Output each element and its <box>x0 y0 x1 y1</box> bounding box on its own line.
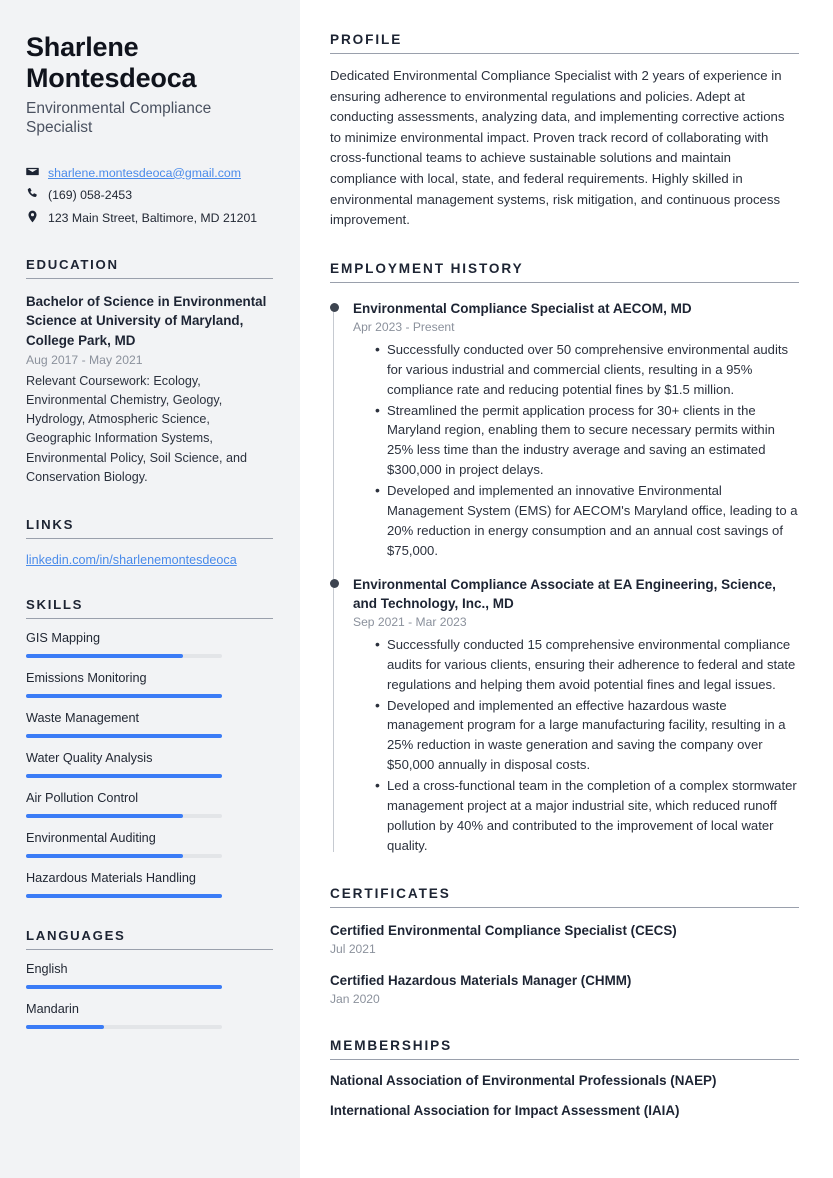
skills-rule <box>26 618 273 619</box>
candidate-name: Sharlene Montesdeoca <box>26 32 197 94</box>
employment-bullet: • Developed and implemented an innovative Environmental Management System (EMS) for AECOM's Maryland office, leading to a 20% reduction in energy consumption and an annual cost savings of $75,000. <box>375 481 799 561</box>
skill-item <box>26 709 274 738</box>
skill-level-track <box>26 654 222 658</box>
employment-bullet: • Successfully conducted 15 comprehensive environmental compliance audits for various clients, ensuring their adherence to federal and state regulations and helping them avoid potential fines and legal issues. <box>375 635 799 695</box>
certificate-date: Jul 2021 <box>330 941 376 956</box>
employment-role: Environmental Compliance Associate at EA Engineering, Science, and Technology, Inc., MD <box>353 576 776 611</box>
contact-address-row <box>26 209 274 227</box>
map-pin-icon <box>26 209 48 223</box>
skill-level-fill <box>26 694 222 698</box>
contact-email-row[interactable] <box>26 164 274 182</box>
skill-label: Air Pollution Control <box>26 791 139 806</box>
contact-phone-row <box>26 186 274 204</box>
skill-level-fill <box>26 774 222 778</box>
membership-title: National Association of Environmental Professionals (NAEP) <box>330 1072 717 1088</box>
memberships-rule <box>330 1059 799 1060</box>
languages-list <box>26 960 274 1029</box>
skill-item <box>26 789 274 818</box>
employment-item <box>353 299 799 561</box>
language-item <box>26 1000 274 1029</box>
address-text: 123 Main Street, Baltimore, MD 21201 <box>48 210 258 225</box>
skill-item <box>26 629 274 658</box>
skill-item <box>26 749 274 778</box>
skill-level-fill <box>26 894 222 898</box>
skill-label: GIS Mapping <box>26 630 101 645</box>
links-heading: LINKS <box>26 516 75 532</box>
language-level-fill <box>26 985 222 989</box>
employment-bullets <box>353 635 799 856</box>
skill-level-fill <box>26 814 183 818</box>
certificate-item <box>330 921 799 958</box>
language-item <box>26 960 274 989</box>
education-heading: EDUCATION <box>26 257 119 273</box>
phone-icon <box>26 186 48 200</box>
skill-label: Emissions Monitoring <box>26 670 147 685</box>
employment-heading: EMPLOYMENT HISTORY <box>330 260 524 276</box>
skill-label: Environmental Auditing <box>26 831 156 846</box>
employment-item <box>353 575 799 856</box>
employment-bullets <box>353 340 799 561</box>
skill-level-track <box>26 894 222 898</box>
contact-email-label <box>48 164 274 182</box>
language-label: English <box>26 962 68 977</box>
phone-number: (169) 058-2453 <box>48 188 133 203</box>
skill-level-track <box>26 774 222 778</box>
skill-label: Hazardous Materials Handling <box>26 871 196 886</box>
employment-dates: Sep 2021 - Mar 2023 <box>353 614 467 629</box>
languages-rule <box>26 949 273 950</box>
skill-label: Waste Management <box>26 710 140 725</box>
sidebar <box>0 0 300 1178</box>
education-degree: Bachelor of Science in Environmental Science at University of Maryland, College Park, MD <box>26 294 267 348</box>
certificate-date: Jan 2020 <box>330 991 380 1006</box>
certificates-heading: CERTIFICATES <box>330 885 451 901</box>
employment-dates: Apr 2023 - Present <box>353 319 455 334</box>
membership-item <box>330 1101 799 1120</box>
skill-item <box>26 869 274 898</box>
skills-list <box>26 629 274 898</box>
membership-item <box>330 1071 799 1090</box>
education-rule <box>26 278 273 279</box>
main-column <box>300 0 833 1178</box>
language-label: Mandarin <box>26 1002 79 1017</box>
contact-block <box>26 164 274 227</box>
candidate-job-title: Environmental Compliance Specialist <box>26 99 212 137</box>
skill-level-track <box>26 854 222 858</box>
memberships-heading: MEMBERSHIPS <box>330 1037 453 1053</box>
employment-bullet: • Successfully conducted over 50 comprehensive environmental audits for various industrial and commercial clients, resulting in a 95% compliance rate and reducing potential fines by $1.5 million. <box>375 340 799 400</box>
links-rule <box>26 538 273 539</box>
skill-label: Water Quality Analysis <box>26 750 153 765</box>
languages-heading: LANGUAGES <box>26 928 126 944</box>
profile-rule <box>330 53 799 54</box>
linkedin-link[interactable]: linkedin.com/in/sharlenemontesdeoca <box>26 552 237 567</box>
education-item <box>26 292 274 487</box>
skill-item <box>26 829 274 858</box>
skill-level-track <box>26 734 222 738</box>
language-level-fill <box>26 1025 104 1029</box>
skill-level-track <box>26 694 222 698</box>
skill-level-fill <box>26 654 183 658</box>
certificate-title: Certified Environmental Compliance Specialist (CECS) <box>330 922 677 938</box>
skill-item <box>26 669 274 698</box>
links-list <box>26 553 274 567</box>
skill-level-fill <box>26 854 183 858</box>
employment-role: Environmental Compliance Specialist at AECOM, MD <box>353 300 692 316</box>
employment-bullet: • Streamlined the permit application process for 30+ clients in the Maryland region, enabling them to secure necessary permits within 25% less time than the industry average and saving an estimated $300,000 in project delays. <box>375 401 799 481</box>
certificate-item <box>330 971 799 1008</box>
employment-rule <box>330 282 799 283</box>
timeline-dot-icon <box>330 303 339 312</box>
employment-timeline <box>330 299 799 856</box>
skills-heading: SKILLS <box>26 596 84 612</box>
email-link[interactable]: sharlene.montesdeoca@gmail.com <box>48 165 241 180</box>
education-dates: Aug 2017 - May 2021 <box>26 352 143 367</box>
education-description: Relevant Coursework: Ecology, Environmental Chemistry, Geology, Hydrology, Atmospheric Science, Geographic Information Systems, Environmental Policy, Soil Science, and Conservation Biology. <box>26 373 247 484</box>
profile-text: Dedicated Environmental Compliance Specialist with 2 years of experience in ensuring adherence to environmental regulations and policies. Adept at conducting assessments, analyzing data, and implementing corrective actions to minimize environmental impact. Proven track record of collaborating with cross-functional teams to achieve sustainable solutions and maintain compliance with local, state, and federal requirements. Highly skilled in environmental management systems, risk mitigation, and continuous process improvement. <box>330 68 785 228</box>
skill-level-track <box>26 814 222 818</box>
memberships-list <box>330 1071 799 1120</box>
profile-heading: PROFILE <box>330 32 403 47</box>
certificate-title: Certified Hazardous Materials Manager (CHMM) <box>330 972 632 988</box>
employment-bullet: • Developed and implemented an effective hazardous waste management program for a large manufacturing facility, resulting in a 25% reduction in waste generation and saving the company over $50,000 annually in disposal costs. <box>375 696 799 776</box>
certificates-rule <box>330 907 799 908</box>
certificates-list <box>330 921 799 1008</box>
language-level-track <box>26 1025 222 1029</box>
skill-level-fill <box>26 734 222 738</box>
employment-bullet: • Led a cross-functional team in the completion of a complex stormwater management project at a major industrial site, which reduced runoff pollution by 40% and contributed to the improvement of local water quality. <box>375 776 799 856</box>
language-level-track <box>26 985 222 989</box>
membership-title: International Association for Impact Assessment (IAIA) <box>330 1102 680 1118</box>
envelope-icon <box>26 164 48 178</box>
timeline-dot-icon <box>330 579 339 588</box>
